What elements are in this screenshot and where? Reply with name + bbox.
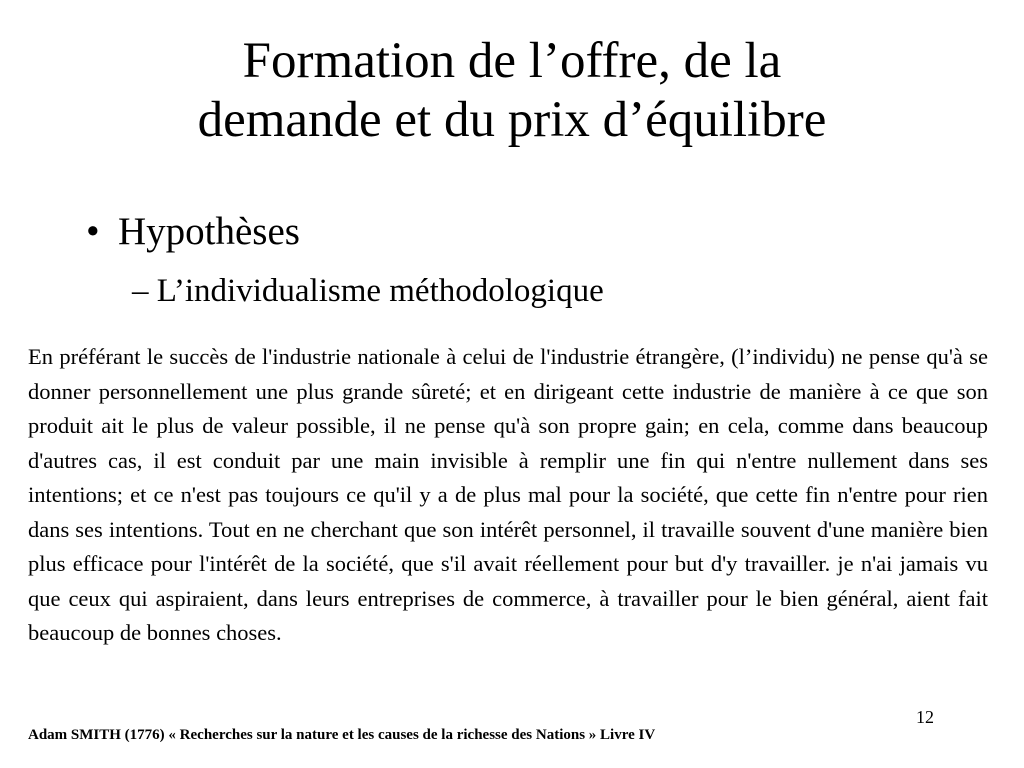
subbullet-individualisme: – L’individualisme méthodologique	[132, 273, 604, 309]
bullet-marker: •	[86, 210, 100, 253]
quote-text: En préférant le succès de l'industrie nationale à celui de l'industrie étrangère, (l’individu) ne pense qu'à se donner personnellement une plus grande sûreté; et en dirigeant cette industrie de manière à ce que son produit ait le plus de valeur possible, il ne pense qu'à son propre gain; en cela, comme dans beaucoup d'autres cas, il est conduit par une main invisible à remplir une fin qui n'entre nullement dans ses intentions; et ce n'est pas toujours ce qu'il y a de plus mal pour la société, que cette fin n'entre pour rien dans ses intentions. Tout en ne cherchant que son intérêt personnel, il travaille souvent d'une manière bien plus efficace pour l'intérêt de la société, que s'il avait réellement pour but d'y travailler. je n'ai jamais vu que ceux qui aspiraient, dans leurs entreprises de commerce, à travailler pour le bien général, aient fait beaucoup de bonnes choses.	[28, 344, 988, 645]
slide-title-line-1: Formation de l’offre, de la	[242, 33, 782, 89]
citation: Adam SMITH (1776) « Recherches sur la nature et les causes de la richesse des Nations » Livre IV	[28, 727, 656, 743]
slide-title-line-2: demande et du prix d’équilibre	[197, 92, 827, 148]
slide-title	[0, 32, 1024, 150]
bullet-hypotheses-label: Hypothèses	[118, 210, 300, 253]
page-number: 12	[916, 707, 934, 727]
bullet-hypotheses	[86, 208, 300, 256]
